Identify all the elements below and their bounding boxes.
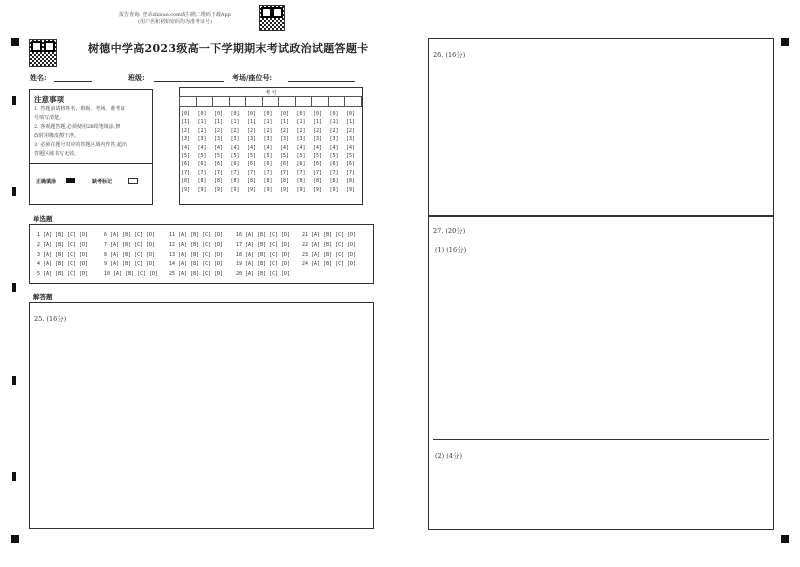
digit-bubble[interactable]: [2] xyxy=(181,127,191,134)
mcq-question-row[interactable]: 8 [A] [B] [C] [D] xyxy=(104,251,156,258)
mcq-question-row[interactable]: 9 [A] [B] [C] [D] xyxy=(104,261,156,268)
name-label: 姓名: xyxy=(30,73,47,82)
digit-bubble[interactable]: [6] xyxy=(280,161,290,168)
digit-bubble[interactable]: [7] xyxy=(296,169,306,176)
exam-digit-box[interactable] xyxy=(246,97,263,107)
digit-bubble[interactable]: [3] xyxy=(263,136,273,143)
digit-bubble[interactable]: [7] xyxy=(313,169,323,176)
mcq-question-row[interactable]: 23 [A] [B] [C] [D] xyxy=(302,251,357,258)
page-title: 树德中学高2023级高一下学期期末考试政治试题答题卡 xyxy=(88,42,369,55)
digit-bubble[interactable]: [6] xyxy=(181,161,191,168)
digit-bubble[interactable]: [8] xyxy=(296,178,306,185)
mcq-question-row[interactable]: 5 [A] [B] [C] [D] xyxy=(37,271,89,278)
mcq-question-row[interactable]: 7 [A] [B] [C] [D] xyxy=(104,241,156,248)
mcq-heading: 单选题 xyxy=(33,215,53,223)
digit-bubble[interactable]: [6] xyxy=(263,161,273,168)
exam-digit-column xyxy=(247,110,256,194)
app-qr-code xyxy=(259,5,285,31)
exam-digit-column xyxy=(231,110,240,194)
digit-bubble[interactable]: [5] xyxy=(214,153,224,160)
q27-label: 27. (20分) xyxy=(433,227,466,235)
q26-label: 26. (16分) xyxy=(433,51,466,59)
digit-bubble[interactable]: [2] xyxy=(346,127,356,134)
digit-bubble[interactable]: [6] xyxy=(329,161,339,168)
digit-bubble[interactable]: [1] xyxy=(263,119,273,126)
digit-bubble[interactable]: [4] xyxy=(197,144,207,151)
side-mark xyxy=(12,96,16,105)
mcq-column xyxy=(104,231,158,280)
mcq-question-row[interactable]: 13 [A] [B] [C] [D] xyxy=(169,251,224,258)
digit-bubble[interactable]: [9] xyxy=(263,186,273,193)
digit-bubble[interactable]: [3] xyxy=(313,136,323,143)
digit-bubble[interactable]: [9] xyxy=(181,186,191,193)
digit-bubble[interactable]: [7] xyxy=(181,169,191,176)
digit-bubble[interactable]: [1] xyxy=(313,119,323,126)
digit-bubble[interactable]: [1] xyxy=(346,119,356,126)
digit-bubble[interactable]: [5] xyxy=(247,153,257,160)
instruction-line: 3. 必须在题号对应的答题区域内作答,超出 xyxy=(34,142,127,148)
digit-bubble[interactable]: [1] xyxy=(247,119,257,126)
digit-bubble[interactable]: [8] xyxy=(230,178,240,185)
digit-bubble[interactable]: [0] xyxy=(214,111,224,117)
digit-bubble[interactable]: [7] xyxy=(247,169,257,176)
digit-bubble[interactable]: [1] xyxy=(197,119,207,126)
digit-bubble[interactable]: [0] xyxy=(280,111,290,117)
exam-digit-box[interactable] xyxy=(196,97,213,107)
digit-bubble[interactable]: [3] xyxy=(197,136,207,143)
digit-bubble[interactable]: [3] xyxy=(296,136,306,143)
mcq-question-row[interactable]: 10 [A] [B] [C] [D] xyxy=(104,271,159,278)
exam-digit-box[interactable] xyxy=(295,97,312,107)
exam-digit-box[interactable] xyxy=(180,97,197,107)
digit-bubble[interactable]: [3] xyxy=(181,136,191,143)
exam-digit-box[interactable] xyxy=(262,97,279,107)
mcq-column xyxy=(236,231,290,280)
room-seat-label: 考场/座位号: xyxy=(232,73,273,82)
digit-bubble[interactable]: [4] xyxy=(247,144,257,151)
digit-bubble[interactable]: [5] xyxy=(263,153,273,160)
mcq-column xyxy=(302,231,356,270)
digit-bubble[interactable]: [6] xyxy=(346,161,356,168)
correct-fill-label: 正确填涂 xyxy=(36,179,57,185)
digit-bubble[interactable]: [1] xyxy=(214,119,224,126)
instruction-line: 2. 客观题答题,必须使用2B铅笔填涂,修 xyxy=(34,124,121,130)
exam-digit-column xyxy=(214,110,223,194)
essay-heading: 解答题 xyxy=(33,293,53,301)
room-seat-field[interactable] xyxy=(288,81,355,82)
mcq-question-row[interactable]: 14 [A] [B] [C] [D] xyxy=(169,261,224,268)
digit-bubble[interactable]: [2] xyxy=(313,127,323,134)
instruction-line: 改时用橡皮擦干净。 xyxy=(34,133,80,139)
digit-bubble[interactable]: [7] xyxy=(280,169,290,176)
digit-bubble[interactable]: [6] xyxy=(296,161,306,168)
mcq-question-row[interactable]: 17 [A] [B] [C] [D] xyxy=(236,241,291,248)
digit-bubble[interactable]: [5] xyxy=(346,153,356,160)
digit-bubble[interactable]: [2] xyxy=(280,127,290,134)
exam-digit-box[interactable] xyxy=(312,97,329,107)
class-label: 班级: xyxy=(128,73,145,82)
digit-bubble[interactable]: [9] xyxy=(329,186,339,193)
exam-digit-box[interactable] xyxy=(213,97,230,107)
digit-bubble[interactable]: [8] xyxy=(247,178,257,185)
side-mark xyxy=(12,472,16,481)
instruction-line: 1. 答题前请将姓名、班级、考场、准考证 xyxy=(34,106,126,112)
digit-bubble[interactable]: [7] xyxy=(346,169,356,176)
instruction-line: 号填写清楚。 xyxy=(34,115,65,121)
digit-bubble[interactable]: [6] xyxy=(230,161,240,168)
exam-number-header: 考 号 xyxy=(265,90,277,96)
digit-bubble[interactable]: [0] xyxy=(296,111,306,117)
mcq-question-row[interactable]: 22 [A] [B] [C] [D] xyxy=(302,241,357,248)
digit-bubble[interactable]: [0] xyxy=(230,111,240,117)
mcq-question-row[interactable]: 19 [A] [B] [C] [D] xyxy=(236,261,291,268)
student-qr-code xyxy=(29,39,57,67)
mcq-question-row[interactable]: 18 [A] [B] [C] [D] xyxy=(236,251,291,258)
mcq-question-row[interactable]: 20 [A] [B] [C] [D] xyxy=(236,271,291,278)
digit-bubble[interactable]: [2] xyxy=(230,127,240,134)
corner-mark-bottom-left xyxy=(11,535,19,543)
digit-bubble[interactable]: [8] xyxy=(313,178,323,185)
mcq-column xyxy=(169,231,223,280)
digit-bubble[interactable]: [3] xyxy=(280,136,290,143)
instruction-line: 答题区域书写无效。 xyxy=(34,151,80,157)
exam-digit-column xyxy=(198,110,207,194)
absent-mark-box[interactable] xyxy=(128,178,138,184)
exam-digit-box[interactable] xyxy=(328,97,345,107)
digit-bubble[interactable]: [7] xyxy=(197,169,207,176)
digit-bubble[interactable]: [2] xyxy=(247,127,257,134)
digit-bubble[interactable]: [0] xyxy=(313,111,323,117)
exam-digit-column xyxy=(280,110,289,194)
exam-digit-column xyxy=(264,110,273,194)
instructions-box xyxy=(29,89,153,205)
exam-digit-box[interactable] xyxy=(279,97,296,107)
mcq-question-row[interactable]: 16 [A] [B] [C] [D] xyxy=(236,232,291,238)
digit-bubble[interactable]: [0] xyxy=(346,111,356,117)
digit-bubble[interactable]: [9] xyxy=(313,186,323,193)
digit-bubble[interactable]: [5] xyxy=(197,153,207,160)
mcq-question-row[interactable]: 25 [A] [B] [C] [D] xyxy=(169,271,224,278)
exam-digit-box[interactable] xyxy=(345,97,362,107)
digit-bubble[interactable]: [9] xyxy=(230,186,240,193)
digit-bubble[interactable]: [8] xyxy=(197,178,207,185)
corner-mark-bottom-right xyxy=(781,535,789,543)
digit-bubble[interactable]: [7] xyxy=(263,169,273,176)
digit-bubble[interactable]: [6] xyxy=(197,161,207,168)
digit-bubble[interactable]: [6] xyxy=(313,161,323,168)
digit-bubble[interactable]: [5] xyxy=(329,153,339,160)
corner-mark-top-left xyxy=(11,38,19,46)
exam-number-write-boxes xyxy=(179,96,362,107)
mcq-question-row[interactable]: 12 [A] [B] [C] [D] xyxy=(169,241,224,248)
exam-digit-column xyxy=(330,110,339,194)
digit-bubble[interactable]: [0] xyxy=(197,111,207,117)
name-field[interactable] xyxy=(54,81,92,82)
digit-bubble[interactable]: [5] xyxy=(280,153,290,160)
mcq-question-row[interactable]: 3 [A] [B] [C] [D] xyxy=(37,251,89,258)
digit-bubble[interactable]: [9] xyxy=(247,186,257,193)
digit-bubble[interactable]: [5] xyxy=(181,153,191,160)
q27-divider xyxy=(433,439,769,440)
digit-bubble[interactable]: [9] xyxy=(197,186,207,193)
digit-bubble[interactable]: [4] xyxy=(296,144,306,151)
exam-digit-column xyxy=(346,110,355,194)
digit-bubble[interactable]: [0] xyxy=(247,111,257,117)
mcq-question-row[interactable]: 21 [A] [B] [C] [D] xyxy=(302,232,357,238)
digit-bubble[interactable]: [0] xyxy=(329,111,339,117)
digit-bubble[interactable]: [3] xyxy=(329,136,339,143)
digit-bubble[interactable]: [9] xyxy=(214,186,224,193)
class-field[interactable] xyxy=(154,81,224,82)
digit-bubble[interactable]: [4] xyxy=(263,144,273,151)
mcq-question-row[interactable]: 1 [A] [B] [C] [D] xyxy=(37,232,89,238)
report-query-line1: 报告查询: 登录zhixue.com或扫描二维码下载App xyxy=(119,12,231,18)
mcq-column xyxy=(37,231,88,280)
digit-bubble[interactable]: [2] xyxy=(263,127,273,134)
exam-digit-box[interactable] xyxy=(229,97,246,107)
report-query-note xyxy=(100,12,250,26)
exam-digit-column xyxy=(313,110,322,194)
digit-bubble[interactable]: [5] xyxy=(296,153,306,160)
digit-bubble[interactable]: [1] xyxy=(296,119,306,126)
digit-bubble[interactable]: [8] xyxy=(329,178,339,185)
report-query-line2: (用户名和初始密码均为准考证号) xyxy=(138,19,212,25)
digit-bubble[interactable]: [5] xyxy=(313,153,323,160)
digit-bubble[interactable]: [1] xyxy=(181,119,191,126)
digit-bubble[interactable]: [9] xyxy=(296,186,306,193)
side-mark xyxy=(12,376,16,385)
answer-area-q25[interactable] xyxy=(29,302,374,529)
digit-bubble[interactable]: [8] xyxy=(263,178,273,185)
mcq-question-row[interactable]: 11 [A] [B] [C] [D] xyxy=(169,232,224,238)
mcq-question-row[interactable]: 2 [A] [B] [C] [D] xyxy=(37,241,89,248)
instructions-divider xyxy=(30,163,152,164)
digit-bubble[interactable]: [4] xyxy=(313,144,323,151)
digit-bubble[interactable]: [9] xyxy=(346,186,356,193)
q27-part2-label: (2) (4分) xyxy=(435,452,462,460)
digit-bubble[interactable]: [8] xyxy=(280,178,290,185)
answer-area-q26[interactable] xyxy=(428,38,774,217)
corner-mark-top-right xyxy=(781,38,789,46)
digit-bubble[interactable]: [8] xyxy=(214,178,224,185)
digit-bubble[interactable]: [4] xyxy=(214,144,224,151)
instructions-text xyxy=(34,105,150,159)
digit-bubble[interactable]: [3] xyxy=(214,136,224,143)
digit-bubble[interactable]: [8] xyxy=(346,178,356,185)
mcq-question-row[interactable]: 4 [A] [B] [C] [D] xyxy=(37,261,89,268)
digit-bubble[interactable]: [6] xyxy=(247,161,257,168)
digit-bubble[interactable]: [1] xyxy=(230,119,240,126)
digit-bubble[interactable]: [8] xyxy=(181,178,191,185)
digit-bubble[interactable]: [5] xyxy=(230,153,240,160)
digit-bubble[interactable]: [3] xyxy=(230,136,240,143)
q27-part1-label: (1) (16分) xyxy=(435,246,467,254)
digit-bubble[interactable]: [3] xyxy=(247,136,257,143)
digit-bubble[interactable]: [7] xyxy=(214,169,224,176)
digit-bubble[interactable]: [4] xyxy=(230,144,240,151)
side-mark xyxy=(12,283,16,292)
digit-bubble[interactable]: [3] xyxy=(346,136,356,143)
exam-digit-column xyxy=(297,110,306,194)
digit-bubble[interactable]: [7] xyxy=(230,169,240,176)
digit-bubble[interactable]: [4] xyxy=(181,144,191,151)
instructions-heading: 注意事项 xyxy=(34,95,64,104)
digit-bubble[interactable]: [7] xyxy=(329,169,339,176)
digit-bubble[interactable]: [4] xyxy=(329,144,339,151)
absent-mark-label: 缺考标记 xyxy=(92,179,113,185)
side-mark xyxy=(12,187,16,196)
digit-bubble[interactable]: [1] xyxy=(329,119,339,126)
digit-bubble[interactable]: [4] xyxy=(280,144,290,151)
q25-label: 25. (16分) xyxy=(34,315,67,323)
digit-bubble[interactable]: [1] xyxy=(280,119,290,126)
digit-bubble[interactable]: [4] xyxy=(346,144,356,151)
digit-bubble[interactable]: [9] xyxy=(280,186,290,193)
digit-bubble[interactable]: [2] xyxy=(296,127,306,134)
digit-bubble[interactable]: [6] xyxy=(214,161,224,168)
digit-bubble[interactable]: [0] xyxy=(263,111,273,117)
digit-bubble[interactable]: [0] xyxy=(181,111,191,117)
digit-bubble[interactable]: [2] xyxy=(214,127,224,134)
digit-bubble[interactable]: [2] xyxy=(329,127,339,134)
mcq-question-row[interactable]: 6 [A] [B] [C] [D] xyxy=(104,232,156,238)
mcq-question-row[interactable]: 24 [A] [B] [C] [D] xyxy=(302,261,357,268)
exam-digit-column xyxy=(181,110,190,194)
digit-bubble[interactable]: [2] xyxy=(197,127,207,134)
correct-fill-sample xyxy=(66,178,75,183)
answer-area-q27[interactable] xyxy=(428,215,774,530)
